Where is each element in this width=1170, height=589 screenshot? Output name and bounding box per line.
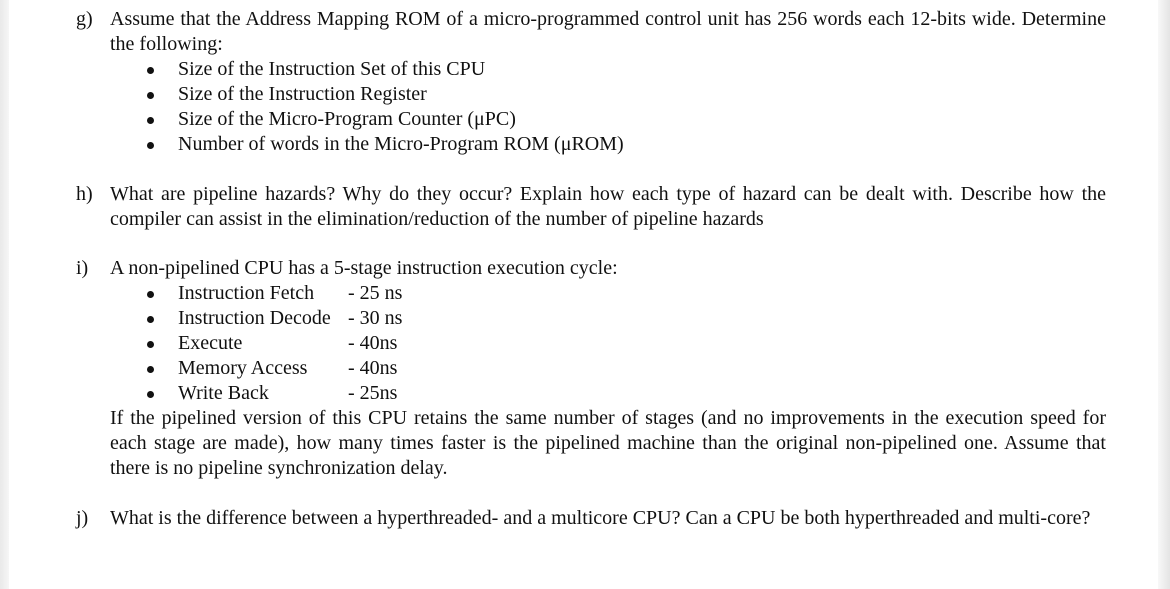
stage-name: Memory Access (178, 357, 308, 379)
stage-time: - 25 ns (348, 282, 403, 304)
question-h (76, 182, 1106, 232)
question-text: What is the difference between a hyperthreaded- and a multicore CPU? Can a CPU be both hyperthreaded and multi-core? (110, 507, 1091, 529)
stage-name: Instruction Fetch (178, 282, 315, 304)
question-label: h) (76, 183, 93, 205)
stage-name: Write Back (178, 382, 269, 404)
stage-item (110, 356, 1106, 381)
bullet-icon (147, 117, 154, 124)
question-label: g) (76, 8, 93, 30)
bullet-icon (147, 316, 154, 323)
question-j (76, 506, 1106, 531)
question-text: Assume that the Address Mapping ROM of a micro-programmed control unit has 256 words each 12-bits wide. Determine the following: (110, 8, 1106, 55)
question-i (76, 256, 1106, 481)
list-item (110, 132, 1106, 157)
list-item (110, 82, 1106, 107)
question-g (76, 7, 1106, 157)
stage-item (110, 331, 1106, 356)
bullet-icon (147, 391, 154, 398)
question-followup: If the pipelined version of this CPU retains the same number of stages (and no improvements in the execution speed for each stage are made), how many times faster is the pipelined machine than the original non-pipelined one. Assume that there is no pipeline synchronization delay. (110, 407, 1106, 479)
stage-name: Instruction Decode (178, 307, 331, 329)
list-item-text: Size of the Instruction Set of this CPU (178, 58, 486, 80)
stage-item (110, 381, 1106, 406)
bullet-icon (147, 291, 154, 298)
stage-time: - 25ns (348, 382, 398, 404)
stage-time: - 40ns (348, 357, 398, 379)
stage-item (110, 306, 1106, 331)
list-item (110, 57, 1106, 82)
bullet-list (110, 57, 1106, 157)
stage-item (110, 281, 1106, 306)
bullet-icon (147, 366, 154, 373)
question-label: j) (76, 507, 89, 529)
bullet-icon (147, 142, 154, 149)
list-item-text: Size of the Instruction Register (178, 83, 427, 105)
bullet-icon (147, 92, 154, 99)
list-item (110, 107, 1106, 132)
list-item-text: Size of the Micro-Program Counter (μPC) (178, 108, 516, 130)
question-intro: A non-pipelined CPU has a 5-stage instruction execution cycle: (110, 257, 618, 279)
stage-name: Execute (178, 332, 243, 354)
bullet-icon (147, 341, 154, 348)
bullet-icon (147, 67, 154, 74)
stage-time: - 40ns (348, 332, 398, 354)
list-item-text: Number of words in the Micro-Program ROM (μROM) (178, 133, 624, 155)
stage-list (110, 281, 1106, 406)
stage-time: - 30 ns (348, 307, 403, 329)
question-label: i) (76, 257, 89, 279)
question-text: What are pipeline hazards? Why do they occur? Explain how each type of hazard can be dealt with. Describe how the compiler can assist in the elimination/reduction of the number of pipeline hazards (110, 183, 1106, 230)
